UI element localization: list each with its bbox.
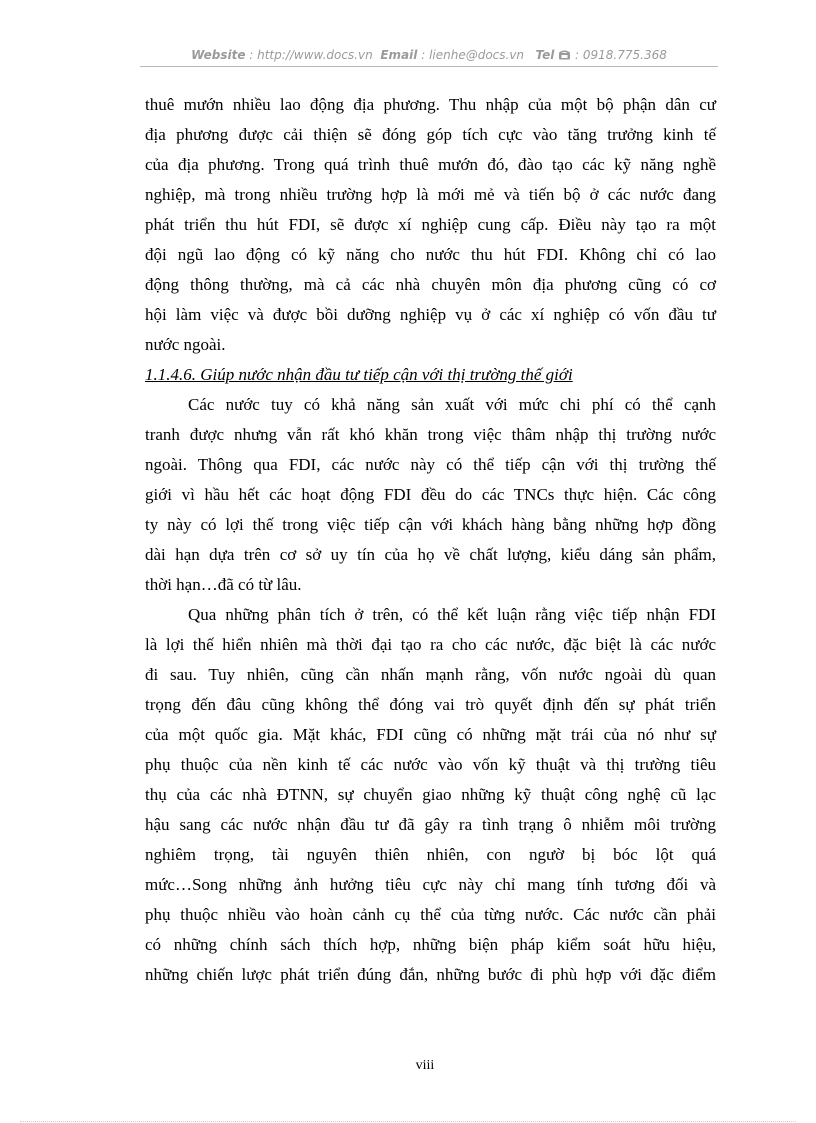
text-line: động thông thường, mà cả các nhà chuyên môn địa phương cũng có cơ [145, 275, 716, 294]
text-line: thuê mướn nhiều lao động địa phương. Thu nhập của một bộ phận dân cư [145, 95, 716, 114]
tel-label: Tel [535, 48, 555, 62]
text-line: địa phương được cải thiện sẽ đóng góp tích cực vào tăng trưởng kinh tế [145, 125, 716, 144]
page-bottom-border [20, 1121, 796, 1122]
text-line: phát triển thu hút FDI, sẽ được xí nghiệp cung cấp. Điều này tạo ra một [145, 215, 716, 234]
header-divider [140, 66, 718, 67]
page-header [140, 48, 718, 62]
text-line: là lợi thế hiển nhiên mà thời đại tạo ra cho các nước, đặc biệt là các nước [145, 635, 716, 654]
email-address: lienhe@docs.vn [429, 48, 525, 62]
email-label: Email [380, 48, 418, 62]
text-line: những chiến lược phát triển đúng đắn, những bước đi phù hợp với đặc điểm [145, 965, 716, 984]
phone-icon [558, 49, 571, 60]
text-line: hậu sang các nước nhận đầu tư đã gây ra tình trạng ô nhiễm môi trường [145, 815, 716, 834]
document-body [145, 90, 716, 990]
text-line: ngoài. Thông qua FDI, các nước này có thể tiếp cận với thị trường thế [145, 455, 716, 474]
text-line: trọng đến đâu cũng không thể đóng vai trò quyết định đến sự phát triển [145, 695, 716, 714]
page-number: viii [415, 1058, 435, 1073]
text-line: phụ thuộc của nền kinh tế các nước vào vốn kỹ thuật và thị trường tiêu [145, 755, 716, 774]
website-url: http://www.docs.vn [257, 48, 373, 62]
paragraph-3 [145, 600, 716, 990]
text-line: nghiệp, mà trong nhiều trường hợp là mới mẻ và tiến bộ ở các nước đang [145, 185, 716, 204]
email-separator: : [417, 48, 430, 62]
text-line: thời hạn…đã có từ lâu. [145, 575, 302, 594]
text-line: đội ngũ lao động có kỹ năng cho nước thu hút FDI. Không chỉ có lao [145, 245, 716, 264]
website-label: Website [191, 48, 246, 62]
text-line: giới vì hầu hết các hoạt động FDI đều do các TNCs thực hiện. Các công [145, 485, 716, 504]
paragraph-1 [145, 90, 716, 360]
website-separator: : [245, 48, 258, 62]
text-line: tranh được nhưng vẫn rất khó khăn trong việc thâm nhập thị trường nước [145, 425, 716, 444]
text-line: Các nước tuy có khả năng sản xuất với mức chi phí có thể cạnh [188, 395, 716, 414]
tel-number: : 0918.775.368 [571, 48, 667, 62]
text-line: đi sau. Tuy nhiên, cũng cần nhấn mạnh rằng, vốn nước ngoài dù quan [145, 665, 716, 684]
text-line: mức…Song những ảnh hưởng tiêu cực này chỉ mang tính tương đối và [145, 875, 716, 894]
section-heading: 1.1.4.6. Giúp nước nhận đầu tư tiếp cận với thị trường thế giới [145, 365, 573, 384]
text-line: phụ thuộc nhiều vào hoàn cảnh cụ thể của từng nước. Các nước cần phải [145, 905, 716, 924]
text-line: ty này có lợi thế trong việc tiếp cận với khách hàng bằng những hợp đồng [145, 515, 716, 534]
text-line: có những chính sách thích hợp, những biện pháp kiểm soát hữu hiệu, [145, 935, 716, 954]
paragraph-2 [145, 390, 716, 600]
text-line: của địa phương. Trong quá trình thuê mướn đó, đào tạo các kỹ năng nghề [145, 155, 716, 174]
text-line: nước ngoài. [145, 335, 226, 354]
text-line: hội làm việc và được bồi dưỡng nghiệp vụ ở các xí nghiệp có vốn đầu tư [145, 305, 716, 324]
text-line: của một quốc gia. Mặt khác, FDI cũng có những mặt trái của nó như sự [145, 725, 716, 744]
text-line: dài hạn dựa trên cơ sở uy tín của họ về chất lượng, kiểu dáng sản phẩm, [145, 545, 716, 564]
text-line: thụ của các nhà ĐTNN, sự chuyển giao những kỹ thuật công nghệ cũ lạc [145, 785, 716, 804]
text-line: Qua những phân tích ở trên, có thể kết luận rằng việc tiếp nhận FDI [188, 605, 716, 624]
text-line: nghiêm trọng, tài nguyên thiên nhiên, con ngườ bị bóc lột quá [145, 845, 716, 864]
